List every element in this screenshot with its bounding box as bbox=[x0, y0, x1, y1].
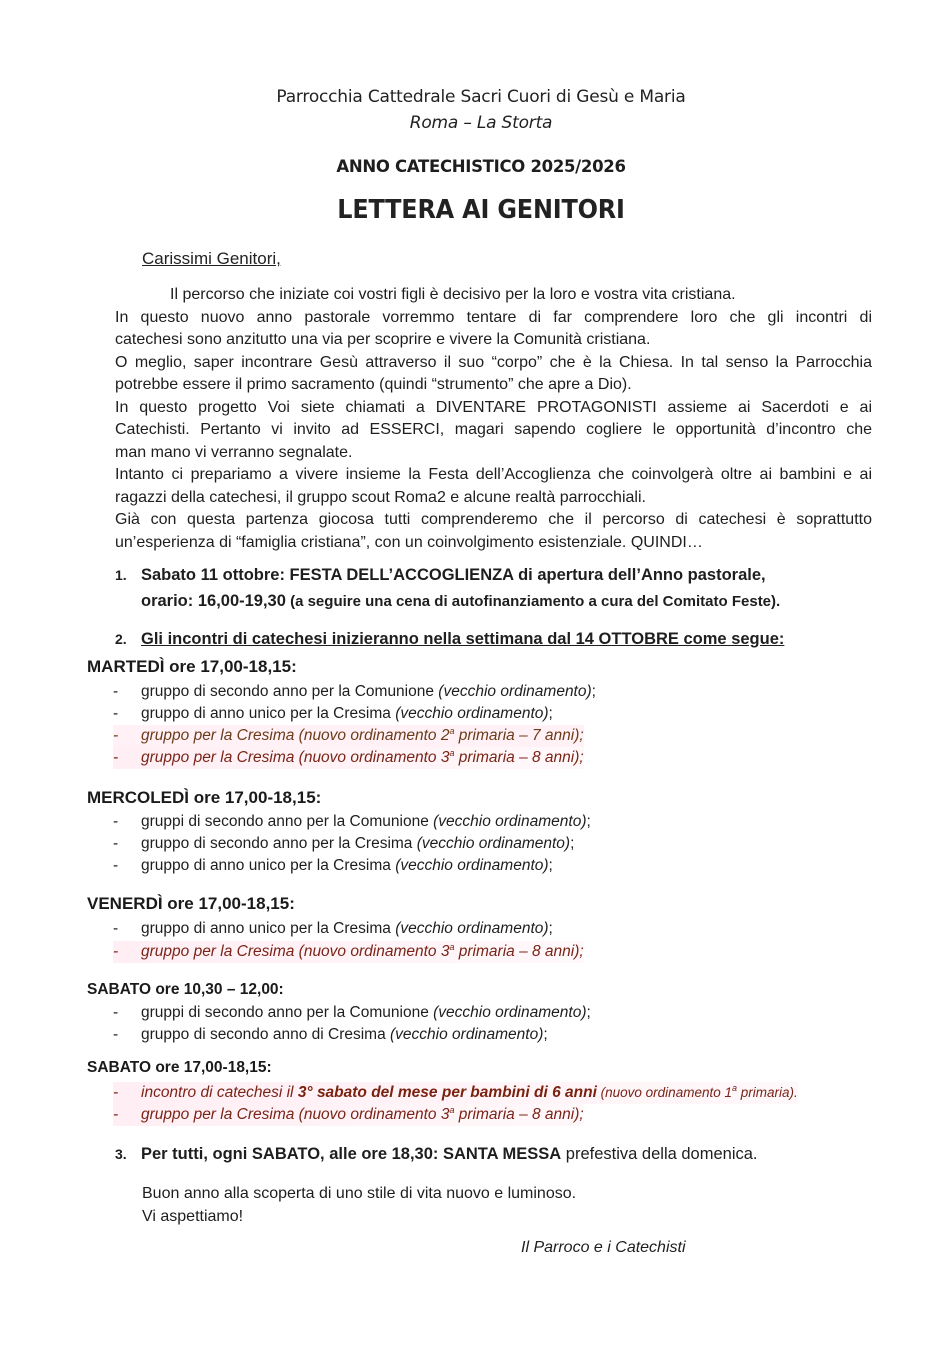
intro-line: man mano vi verranno segnalate. bbox=[115, 443, 353, 461]
schedule-item-new: - gruppo per la Cresima (nuovo ordinamento 3$^a$ primaria – 8 anni); bbox=[113, 1104, 584, 1126]
intro-paragraph bbox=[115, 284, 872, 554]
schedule-item-new: - incontro di catechesi il 3° sabato del mese per bambini di 6 anni (nuovo ordinamento 1$^a$ primaria). bbox=[113, 1082, 798, 1104]
schedule-item: - gruppo di secondo anno per la Cresima (vecchio ordinamento); bbox=[113, 835, 575, 852]
intro-line: Catechisti. Pertanto vi invito ad ESSERCI, magari sapendo cogliere le opportunità d’incontro che bbox=[115, 421, 872, 438]
point-1-hours: orario: 16,00-19,30 bbox=[141, 592, 286, 610]
intro-line: ragazzi della catechesi, il gruppo scout Roma2 e alcune realtà parrocchiali. bbox=[115, 488, 646, 506]
schedule-item-new: - gruppo per la Cresima (nuovo ordinamento 3$^a$ primaria – 8 anni); bbox=[113, 747, 584, 769]
closing-line: Buon anno alla scoperta di uno stile di vita nuovo e luminoso. bbox=[142, 1185, 577, 1202]
schedule-item-new: - gruppo per la Cresima (nuovo ordinamento 3$^a$ primaria – 8 anni); bbox=[113, 941, 584, 963]
schedule-item: - gruppo di anno unico per la Cresima (vecchio ordinamento); bbox=[113, 857, 553, 874]
salutation: Carissimi Genitori, bbox=[142, 249, 281, 268]
intro-line: Il percorso che iniziate coi vostri figli è decisivo per la loro e vostra vita cristiana. bbox=[170, 286, 736, 303]
point-1-note: (a seguire una cena di autofinanziamento a cura del Comitato Feste). bbox=[285, 593, 781, 610]
schedule-item: - gruppo di secondo anno per la Comunione (vecchio ordinamento); bbox=[113, 683, 596, 700]
catechetical-year: ANNO CATECHISTICO 2025/2026 bbox=[336, 157, 626, 176]
schedule-heading-sabato-mattina: SABATO ore 10,30 – 12,00: bbox=[87, 981, 284, 998]
schedule-item: - gruppi di secondo anno per la Comunione (vecchio ordinamento); bbox=[113, 813, 591, 830]
point-2 bbox=[115, 630, 784, 649]
point-2-text: Gli incontri di catechesi inizieranno nella settimana dal 14 OTTOBRE come segue: bbox=[141, 630, 785, 648]
point-1 bbox=[115, 566, 766, 585]
point-1-time bbox=[141, 592, 780, 611]
intro-line: Intanto ci prepariamo a vivere insieme la Festa dell’Accoglienza che coinvolgerà oltre ai bambini e ai bbox=[115, 466, 872, 483]
schedule-item: - gruppo di anno unico per la Cresima (vecchio ordinamento); bbox=[113, 920, 553, 937]
schedule-item-new: - gruppo per la Cresima (nuovo ordinamento 2$^a$ primaria – 7 anni); bbox=[113, 725, 584, 747]
intro-line: un’esperienza di “famiglia cristiana”, con un coinvolgimento esistenziale. QUINDI… bbox=[115, 533, 703, 551]
parish-location: Roma – La Storta bbox=[409, 113, 553, 133]
point-number: 1. bbox=[115, 567, 127, 583]
schedule-heading-venerdi: VENERDÌ ore 17,00-18,15: bbox=[87, 894, 295, 913]
intro-line: potrebbe essere il primo sacramento (quindi “strumento” che apre a Dio). bbox=[115, 376, 632, 393]
closing-line: Vi aspettiamo! bbox=[142, 1208, 244, 1225]
intro-line: In questo progetto Voi siete chiamati a DIVENTARE PROTAGONISTI assieme ai Sacerdoti e ai bbox=[115, 398, 872, 416]
schedule-item: - gruppo di secondo anno di Cresima (vecchio ordinamento); bbox=[113, 1026, 548, 1043]
schedule-heading-sabato-pomeriggio: SABATO ore 17,00-18,15: bbox=[87, 1059, 272, 1076]
signature: Il Parroco e i Catechisti bbox=[521, 1239, 686, 1256]
point-number: 2. bbox=[115, 631, 127, 647]
point-3 bbox=[115, 1145, 758, 1164]
parish-name: Parrocchia Cattedrale Sacri Cuori di Gesù e Maria bbox=[276, 87, 686, 107]
point-3-rest: prefestiva della domenica. bbox=[561, 1145, 758, 1163]
intro-line: In questo nuovo anno pastorale vorremmo tentare di far comprendere loro che gli incontri di bbox=[115, 308, 872, 326]
schedule-heading-martedi: MARTEDÌ ore 17,00-18,15: bbox=[87, 657, 297, 676]
schedule-item: - gruppi di secondo anno per la Comunione (vecchio ordinamento); bbox=[113, 1004, 591, 1021]
intro-line: catechesi sono anzitutto una via per scoprire e vivere la Comunità cristiana. bbox=[115, 331, 651, 348]
schedule-heading-mercoledi: MERCOLEDÌ ore 17,00-18,15: bbox=[87, 788, 322, 807]
point-1-line1: Sabato 11 ottobre: FESTA DELL’ACCOGLIENZA di apertura dell’Anno pastorale, bbox=[141, 566, 766, 584]
schedule-item: - gruppo di anno unico per la Cresima (vecchio ordinamento); bbox=[113, 705, 553, 722]
point-number: 3. bbox=[115, 1146, 127, 1162]
intro-line: O meglio, saper incontrare Gesù attraverso il suo “corpo” che è la Chiesa. In tal senso la Parrocchia bbox=[115, 353, 872, 371]
letter-title: LETTERA AI GENITORI bbox=[337, 195, 625, 225]
point-3-bold: Per tutti, ogni SABATO, alle ore 18,30: SANTA MESSA bbox=[141, 1145, 562, 1163]
intro-line: Già con questa partenza giocosa tutti comprenderemo che il percorso di catechesi è soprattutto bbox=[115, 511, 872, 528]
